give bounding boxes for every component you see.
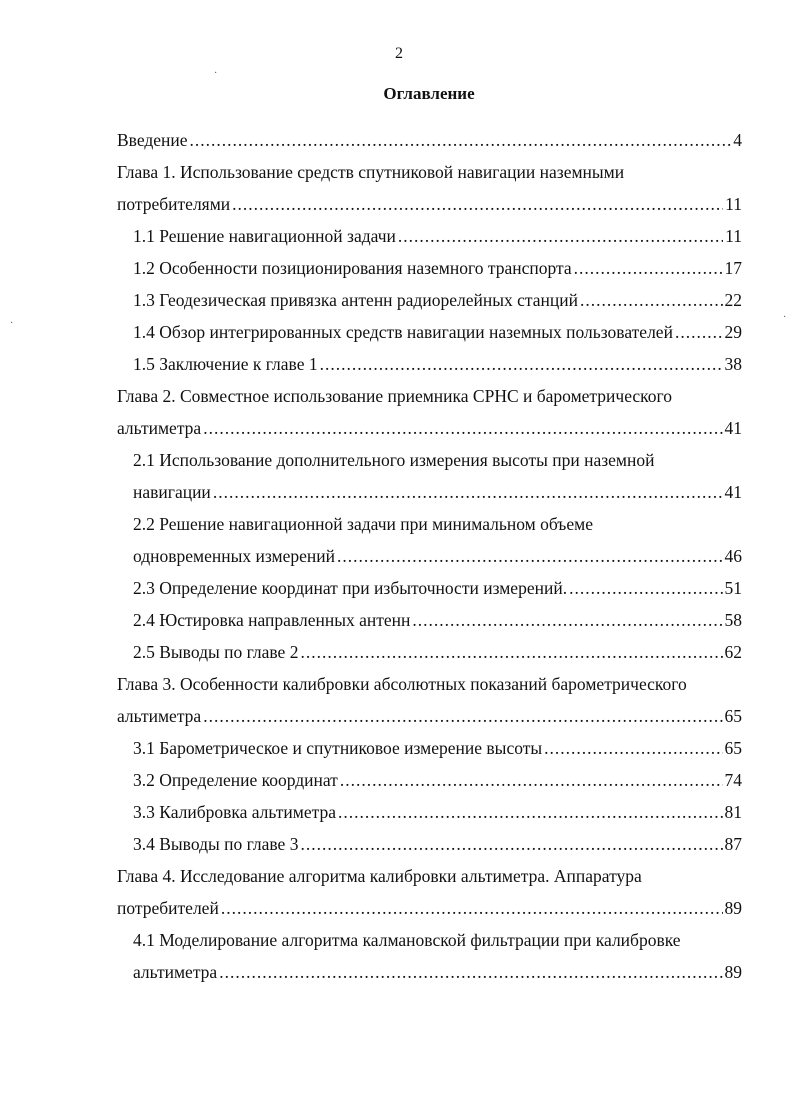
toc-entry-last-line <box>133 220 742 252</box>
toc-entry[interactable] <box>117 284 742 316</box>
toc-entry-last-line <box>133 348 742 380</box>
toc-entry-text-line: Глава 2. Совместное использование приемника СРНС и барометрического <box>117 386 673 406</box>
dot-leader <box>300 636 722 668</box>
toc-entry[interactable] <box>117 252 742 284</box>
toc-page-number: 62 <box>724 642 742 662</box>
toc-entry[interactable] <box>117 124 742 156</box>
toc-page-number: 4 <box>733 130 742 150</box>
toc-entry[interactable] <box>117 316 742 348</box>
toc-page-number: 58 <box>724 610 742 630</box>
toc-entry-last-line <box>133 732 742 764</box>
toc-entry-last-line <box>133 572 742 604</box>
toc-entry-last-line <box>133 252 742 284</box>
toc-entry-label: 1.4 Обзор интегрированных средств навигации наземных пользователей <box>133 322 673 342</box>
toc-entry-label: 2.3 Определение координат при избыточности измерений. <box>133 578 568 598</box>
toc-entry[interactable] <box>117 604 742 636</box>
toc-page-number: 65 <box>724 706 742 726</box>
toc-entry-label: 1.5 Заключение к главе 1 <box>133 354 318 374</box>
toc-entry[interactable] <box>117 764 742 796</box>
toc-entry-last-line <box>133 284 742 316</box>
toc-entry-label: потребителей <box>117 898 219 918</box>
toc-entry-last-line <box>117 124 742 156</box>
toc-page-number: 81 <box>724 802 742 822</box>
toc-entry-text-line: Глава 3. Особенности калибровки абсолютных показаний барометрического <box>117 674 687 694</box>
dot-leader <box>338 796 723 828</box>
toc-entry-label: альтиметра <box>133 962 218 982</box>
toc-entry[interactable] <box>117 572 742 604</box>
dot-leader <box>544 732 722 764</box>
dot-leader <box>320 348 723 380</box>
toc-entry-label: одновременных измерений <box>133 546 335 566</box>
toc-entry-label: 2.4 Юстировка направленных антенн <box>133 610 411 630</box>
toc-entry-text-line: 4.1 Моделирование алгоритма калмановской фильтрации при калибровке <box>133 930 681 950</box>
toc-entry-last-line <box>117 700 742 732</box>
toc-entry[interactable] <box>117 380 742 444</box>
dot-leader <box>580 284 723 316</box>
toc-entry-label: 3.1 Барометрическое и спутниковое измерение высоты <box>133 738 543 758</box>
toc-entry-text-line: 2.1 Использование дополнительного измерения высоты при наземной <box>133 450 655 470</box>
page-number: 2 <box>395 45 403 62</box>
toc-entry-text-line: Глава 1. Использование средств спутниковой навигации наземными <box>117 162 625 182</box>
toc-entry[interactable] <box>117 924 742 988</box>
toc-entry-last-line <box>133 476 742 508</box>
toc-page-number: 89 <box>724 962 742 982</box>
toc-entry-last-line <box>117 892 742 924</box>
toc-entry[interactable] <box>117 732 742 764</box>
toc-page-number: 74 <box>724 770 742 790</box>
toc-page-number: 46 <box>724 546 742 566</box>
toc-entry-label: альтиметра <box>117 418 202 438</box>
toc-page-number: 38 <box>724 354 742 374</box>
toc-entry-label: альтиметра <box>117 706 202 726</box>
toc-entry-last-line <box>133 764 742 796</box>
scan-speck: · <box>214 68 218 79</box>
toc-page-number: 17 <box>724 258 742 278</box>
toc-page-number: 41 <box>724 418 742 438</box>
dot-leader <box>213 476 723 508</box>
scan-speck: · <box>10 318 14 329</box>
toc-page-number: 89 <box>724 898 742 918</box>
dot-leader <box>675 316 723 348</box>
table-of-contents <box>117 124 742 988</box>
scan-speck: · <box>783 312 787 323</box>
toc-entry-text-line: Глава 4. Исследование алгоритма калибровки альтиметра. Аппаратура <box>117 866 642 886</box>
dot-leader <box>219 956 722 988</box>
toc-entry[interactable] <box>117 156 742 220</box>
toc-page-number: 11 <box>725 194 742 214</box>
toc-entry-text-line: 2.2 Решение навигационной задачи при минимальном объеме <box>133 514 593 534</box>
toc-page-number: 11 <box>725 226 742 246</box>
toc-entry-last-line <box>133 636 742 668</box>
dot-leader <box>300 828 722 860</box>
toc-entry[interactable] <box>117 444 742 508</box>
toc-page-number: 87 <box>724 834 742 854</box>
dot-leader <box>340 764 723 796</box>
toc-entry-label: Введение <box>117 130 188 150</box>
toc-entry[interactable] <box>117 508 742 572</box>
dot-leader <box>412 604 722 636</box>
toc-page-number: 65 <box>724 738 742 758</box>
dot-leader <box>337 540 723 572</box>
toc-entry-label: 1.3 Геодезическая привязка антенн радиорелейных станций <box>133 290 578 310</box>
toc-entry[interactable] <box>117 220 742 252</box>
toc-entry-label: потребителями <box>117 194 231 214</box>
toc-entry-label: 1.2 Особенности позиционирования наземного транспорта <box>133 258 572 278</box>
toc-entry-label: навигации <box>133 482 211 502</box>
toc-entry-last-line <box>117 412 742 444</box>
toc-entry[interactable] <box>117 348 742 380</box>
toc-entry-last-line <box>133 828 742 860</box>
toc-entry-last-line <box>133 956 742 988</box>
toc-page-number: 22 <box>724 290 742 310</box>
dot-leader <box>569 572 722 604</box>
dot-leader <box>190 124 732 156</box>
toc-entry[interactable] <box>117 860 742 924</box>
toc-entry-last-line <box>133 540 742 572</box>
dot-leader <box>221 892 723 924</box>
toc-entry-label: 3.3 Калибровка альтиметра <box>133 802 336 822</box>
dot-leader <box>203 412 722 444</box>
toc-page-number: 51 <box>724 578 742 598</box>
toc-entry-last-line <box>133 316 742 348</box>
toc-entry-last-line <box>133 796 742 828</box>
toc-entry[interactable] <box>117 828 742 860</box>
toc-entry-last-line <box>117 188 742 220</box>
toc-entry-label: 3.4 Выводы по главе 3 <box>133 834 299 854</box>
toc-entry-label: 2.5 Выводы по главе 2 <box>133 642 299 662</box>
toc-entry[interactable] <box>117 668 742 732</box>
dot-leader <box>574 252 723 284</box>
toc-entry-label: 3.2 Определение координат <box>133 770 338 790</box>
dot-leader <box>398 220 723 252</box>
toc-entry[interactable] <box>117 636 742 668</box>
toc-entry-label: 1.1 Решение навигационной задачи <box>133 226 396 246</box>
toc-title: Оглавление <box>383 84 475 103</box>
dot-leader <box>232 188 723 220</box>
dot-leader <box>203 700 722 732</box>
toc-entry[interactable] <box>117 796 742 828</box>
toc-page-number: 41 <box>724 482 742 502</box>
toc-page-number: 29 <box>724 322 742 342</box>
toc-entry-last-line <box>133 604 742 636</box>
